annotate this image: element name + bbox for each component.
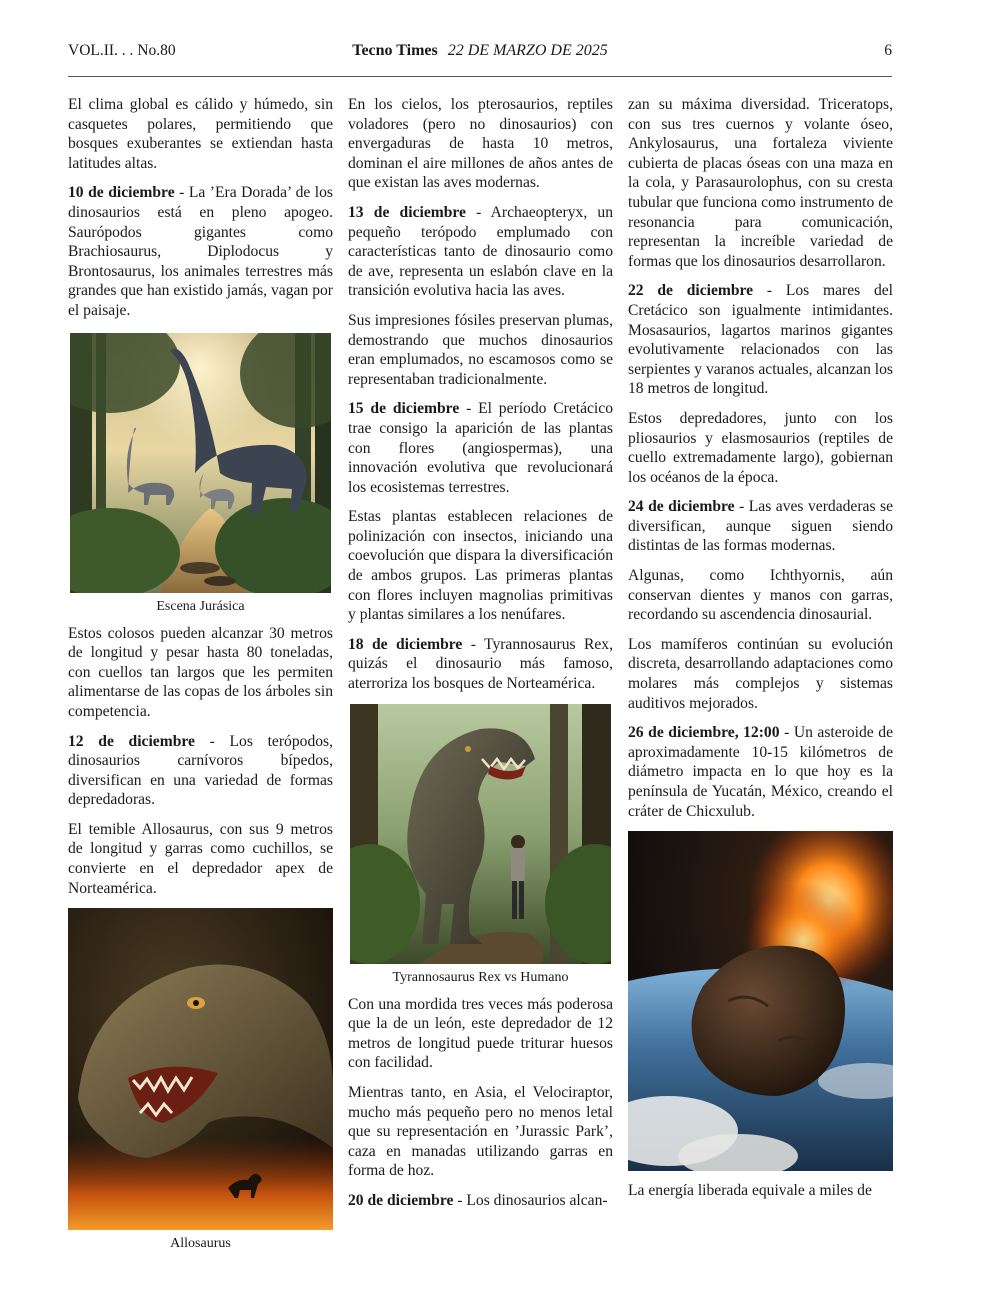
figure-caption: Escena Jurásica <box>156 598 245 614</box>
page-number: 6 <box>884 42 892 59</box>
paragraph: 18 de diciembre - Tyrannosaurus Rex, quizás el dinosaurio más famoso, aterroriza los bosques de Norteamérica. <box>348 635 613 693</box>
header-rule <box>68 76 892 77</box>
paragraph: Estos colosos pueden alcanzar 30 metros de longitud y pesar hasta 80 toneladas, con cuellos tan largos que les permiten alimentarse de las copas de los árboles sin competencia. <box>68 624 333 720</box>
publication-name: Tecno Times <box>352 42 438 59</box>
allosaurus-image <box>68 908 333 1230</box>
paragraph: 22 de diciembre - Los mares del Cretácico son igualmente intimidantes. Mosasaurios, lagartos marinos gigantes evolutivamente relacionados con las serpientes y varanos actuales, alcanzan los 18 metros de longitud. <box>628 282 893 398</box>
date-heading: 18 de diciembre <box>348 635 463 653</box>
paragraph: 12 de diciembre - Los terópodos, dinosaurios carnívoros bípedos, diversifican en una variedad de formas depredadoras. <box>68 732 333 809</box>
paragraph: En los cielos, los pterosaurios, reptiles voladores (pero no dinosaurios) con envergaduras de hasta 10 metros, dominan el aire millones de años antes de que existan las aves modernas. <box>348 96 613 192</box>
figure-trex-vs-human <box>348 704 613 987</box>
paragraph: La energía liberada equivale a miles de <box>628 1182 872 1200</box>
figure-allosaurus <box>68 908 333 1253</box>
paragraph: 13 de diciembre - Archaeopteryx, un pequeño terópodo emplumado con características tanto de dinosaurio como de ave, representa un eslabón clave en la transición evolutiva hacia las aves. <box>348 203 613 300</box>
trex-vs-human-image <box>350 704 611 964</box>
paragraph: 20 de diciembre - Los dinosaurios alcan- <box>348 1191 608 1209</box>
column-1 <box>68 95 333 1261</box>
figure-caption: Allosaurus <box>170 1236 231 1252</box>
page-header <box>68 42 892 64</box>
date-heading: 24 de diciembre <box>628 498 735 516</box>
paragraph: Con una mordida tres veces más poderosa que la de un león, este depredador de 12 metros de longitud puede triturar huesos con facilidad. <box>348 995 613 1072</box>
issue-date: 22 DE MARZO DE 2025 <box>447 42 608 59</box>
asteroid-impact-image <box>628 831 893 1171</box>
paragraph: Los mamíferos continúan su evolución discreta, desarrollando adaptaciones como molares más complejos y sistemas auditivos mejorados. <box>628 635 893 712</box>
paragraph: Mientras tanto, en Asia, el Velociraptor, mucho más pequeño pero no menos letal que su representación en ’Jurassic Park’, caza en manadas utilizando garras en forma de hoz. <box>348 1084 613 1180</box>
paragraph: 24 de diciembre - Las aves verdaderas se diversifican, aunque siguen siendo distintas de las formas modernas. <box>628 498 894 555</box>
date-heading: 15 de diciembre <box>348 400 460 418</box>
paragraph: 10 de diciembre - La ’Era Dorada’ de los dinosaurios está en pleno apogeo. Saurópodos gigantes como Brachiosaurus, Diplodocus y Brontosaurus, los animales terrestres más grandes que han existido jamás, vagan por el paisaje. <box>68 184 333 319</box>
paragraph: El temible Allosaurus, con sus 9 metros de longitud y garras como cuchillos, se convierte en el depredador apex de Norteamérica. <box>68 820 333 897</box>
paragraph: El clima global es cálido y húmedo, sin casquetes polares, permitiendo que bosques exuberantes se extiendan hasta latitudes altas. <box>68 96 333 172</box>
paragraph: 26 de diciembre, 12:00 - Un asteroide de aproximadamente 10-15 kilómetros de diámetro impacta en lo que hoy es la península de Yucatán, México, creando el cráter de Chicxulub. <box>628 724 893 820</box>
paragraph: Estas plantas establecen relaciones de polinización con insectos, iniciando una coevolución que dispara la diversificación de ambos grupos. Las primeras plantas con flores incluyen magnolias primitivas y plantas similares a los nenúfares. <box>348 508 613 624</box>
date-heading: 20 de diciembre <box>348 1191 454 1209</box>
figure-caption: Tyrannosaurus Rex vs Humano <box>392 969 569 985</box>
date-heading: 26 de diciembre, 12:00 <box>628 724 780 742</box>
date-heading: 12 de diciembre <box>68 732 195 750</box>
paragraph: 15 de diciembre - El período Cretácico trae consigo la aparición de las plantas con flores (angiospermas), una innovación evolutiva que revolucionará los ecosistemas terrestres. <box>348 400 613 496</box>
date-heading: 13 de diciembre <box>348 203 466 221</box>
masthead <box>68 42 892 60</box>
figure-asteroid <box>628 831 893 1171</box>
date-heading: 22 de diciembre <box>628 282 754 300</box>
column-2 <box>348 95 613 1221</box>
jurassic-scene-image <box>70 333 331 593</box>
paragraph: Algunas, como Ichthyornis, aún conservan dientes y manos con garras, recordando su ascendencia dinosaurial. <box>628 567 893 624</box>
paragraph: zan su máxima diversidad. Triceratops, con sus tres cuernos y volante óseo, Ankylosaurus, una fortaleza viviente cubierta de placas óseas con una maza en la cola, y Parasaurolophus, con su cresta tubular que funciona como instrumento de resonancia para comunicación, representan la increíble variedad de formas que los dinosaurios desarrollaron. <box>628 96 893 270</box>
date-heading: 10 de diciembre <box>68 184 175 202</box>
column-3 <box>628 95 893 1211</box>
volume-number: VOL.II. . . No.80 <box>68 42 176 59</box>
paragraph: Sus impresiones fósiles preservan plumas, demostrando que muchos dinosaurios eran emplumados, no escamosos como se representaban tradicionalmente. <box>348 311 613 388</box>
paragraph: Estos depredadores, junto con los pliosaurios y elasmosaurios (reptiles de cuello extremadamente largo), gobiernan los océanos de la época. <box>628 409 893 486</box>
figure-jurassic-scene <box>68 333 333 616</box>
